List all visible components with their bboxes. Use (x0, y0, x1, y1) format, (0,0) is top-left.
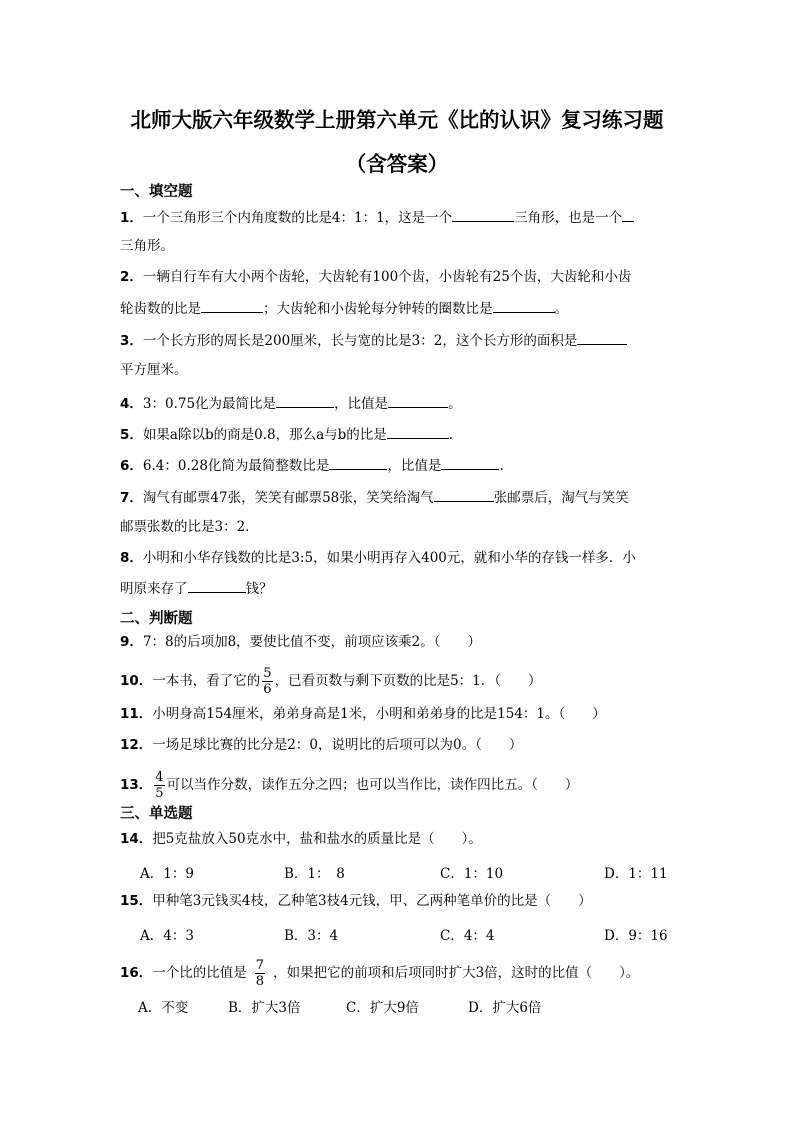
answer-blank[interactable] (622, 207, 634, 222)
option-c[interactable]: C．扩大9倍 (346, 1000, 419, 1016)
section-single-choice: 三、单选题 (120, 806, 193, 822)
answer-blank[interactable] (201, 298, 263, 313)
question-1: 1．一个三角形三个内角度数的比是4：1：1，这是一个 三角形，也是一个 (120, 207, 634, 228)
answer-blank[interactable] (388, 393, 448, 408)
option-a[interactable]: A．4：3 (140, 928, 194, 944)
section-true-false: 二、判断题 (120, 611, 193, 627)
option-d[interactable]: D．扩大6倍 (468, 1000, 542, 1016)
answer-blank[interactable] (276, 393, 334, 408)
option-c[interactable]: C．4：4 (440, 928, 495, 944)
option-c[interactable]: C．1：10 (440, 866, 504, 882)
answer-blank[interactable] (329, 455, 387, 470)
question-9: 9．7：8的后项加8，要使比值不变，前项应该乘2。（ ） (120, 634, 482, 650)
answer-blank[interactable] (493, 298, 555, 313)
question-7: 7．淘气有邮票47张，笑笑有邮票58张，笑笑给淘气 张邮票后，淘气与笑笑 (120, 487, 629, 508)
option-d[interactable]: D．9：16 (604, 928, 668, 944)
question-12: 12．一场足球比赛的比分是2：0，说明比的后项可以为0。（ ） (120, 737, 523, 753)
question-11: 11．小明身高154厘米，弟弟身高是1米，小明和弟弟身的比是154：1。（ ） (120, 706, 606, 722)
question-2: 2．一辆自行车有大小两个齿轮，大齿轮有100个齿，小齿轮有25个齿，大齿轮和小齿 (120, 269, 632, 285)
option-b[interactable]: B．扩大3倍 (228, 1000, 301, 1016)
answer-blank[interactable] (452, 207, 514, 222)
question-1-cont: 三角形。 (120, 238, 174, 254)
question-3-cont: 平方厘米。 (120, 362, 188, 378)
question-3: 3．一个长方形的周长是200厘米，长与宽的比是3：2，这个长方形的面积是 (120, 330, 627, 351)
section-fill-blank: 一、填空题 (120, 184, 193, 200)
question-6: 6．6.4：0.28化简为最简整数比是 ，比值是 . (120, 455, 504, 476)
question-14: 14．把5克盐放入50克水中，盐和盐水的质量比是（ ）。 (120, 831, 482, 847)
question-13: 13． $\frac{4}{5}$ 可以当作分数，读作五分之四；也可以当作比，读作四比五。（ ） (120, 770, 579, 801)
page-subtitle: （含答案） (345, 152, 449, 176)
answer-blank[interactable] (188, 578, 246, 593)
question-7-cont: 邮票张数的比是3：2． (120, 519, 259, 535)
answer-blank[interactable] (441, 455, 499, 470)
answer-blank[interactable] (434, 487, 494, 502)
question-10: 10．一本书，看了它的 $\frac{5}{6}$ ，已看页数与剩下页数的比是5：1．（ ） (120, 666, 542, 697)
question-16: 16．一个比的比值是 $\frac{7}{8}$ ，如果把它的前项和后项同时扩大3倍，这时的比值（ ）。 (120, 958, 640, 989)
question-2-cont: 轮齿数的比是 ；大齿轮和小齿轮每分钟转的圈数比是 。 (120, 298, 568, 319)
question-8: 8．小明和小华存钱数的比是3:5，如果小明再存入400元，就和小华的存钱一样多．小 (120, 550, 636, 566)
page-title: 北师大版六年级数学上册第六单元《比的认识》复习练习题 (130, 108, 664, 132)
question-8-cont: 明原来存了 钱？ (120, 578, 273, 599)
answer-blank[interactable] (577, 330, 627, 345)
option-d[interactable]: D．1：11 (604, 866, 668, 882)
fraction: $\frac{7}{8}$ (255, 958, 265, 989)
fraction: $\frac{4}{5}$ (155, 770, 164, 801)
option-b[interactable]: B．3：4 (284, 928, 339, 944)
option-a[interactable]: A．1：9 (140, 866, 194, 882)
answer-blank[interactable] (387, 424, 449, 439)
question-15: 15．甲种笔3元钱买4枝，乙种笔3枝4元钱，甲、乙两种笔单价的比是（ ） (120, 893, 592, 909)
option-a[interactable]: A．不变 (138, 1000, 189, 1016)
question-5: 5．如果a除以b的商是0.8，那么a与b的比是 ． (120, 424, 462, 445)
fraction: $\frac{5}{6}$ (263, 666, 272, 697)
option-b[interactable]: B．1： 8 (284, 866, 345, 882)
question-4: 4．3：0.75化为最简比是 ，比值是 。 (120, 393, 462, 414)
